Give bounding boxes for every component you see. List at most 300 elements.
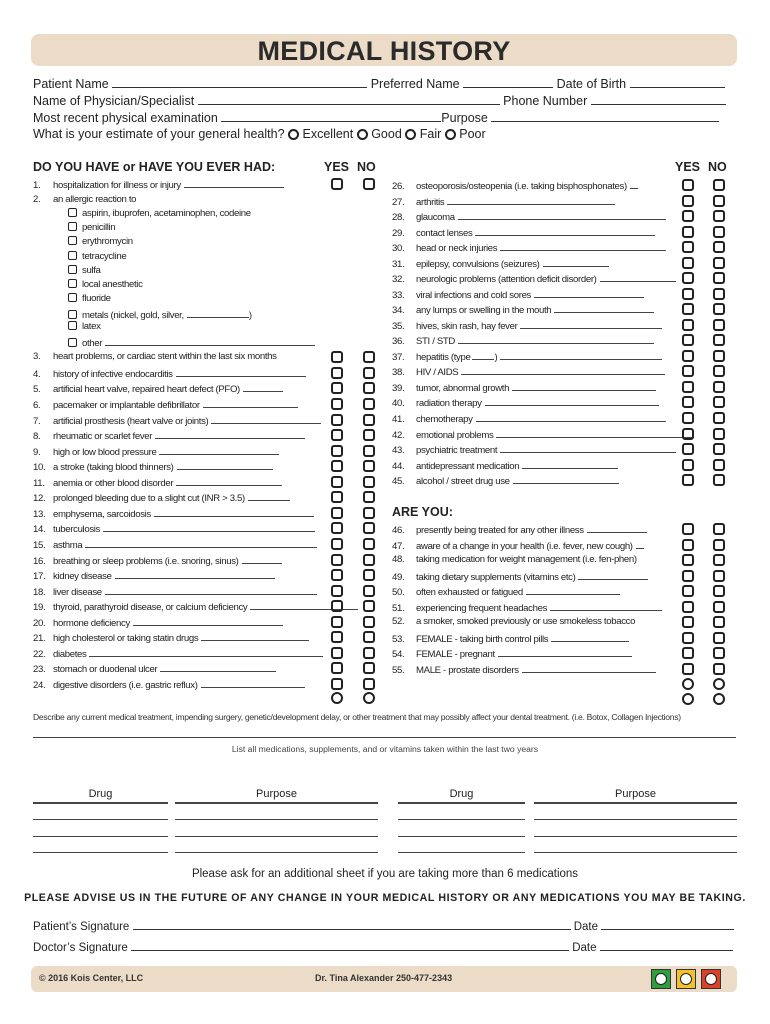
condition-label: history of infective endocarditis [53,369,173,380]
list-meds-label: List all medications, supplements, and or vitamins taken within the last two years [231,744,539,754]
no-checkbox[interactable] [363,647,375,659]
doctor-signature-field[interactable] [131,939,569,951]
condition-detail-line[interactable] [600,271,676,282]
condition-detail-line[interactable] [496,427,694,438]
no-checkbox[interactable] [713,334,725,346]
doctor-signature-row [33,939,733,954]
yes-checkbox[interactable] [331,382,343,394]
allergy-checkbox[interactable] [68,222,77,231]
no-checkbox[interactable] [363,569,375,581]
allergy-label: penicillin [82,222,116,233]
condition-row [33,366,306,380]
physician-field[interactable] [198,93,500,105]
purpose-line[interactable] [175,819,378,820]
no-checkbox[interactable] [713,523,725,535]
right-no-heading: NO [708,160,727,174]
condition-number: 4. [33,369,41,380]
are-you-label: taking medication for weight management (i.e. fen-phen) [416,554,637,565]
no-radio[interactable] [363,692,375,704]
are-you-detail-line[interactable] [551,631,629,642]
condition-detail-line[interactable] [630,178,638,189]
condition-number: 33. [392,290,405,301]
yes-checkbox[interactable] [331,507,343,519]
yes-checkbox[interactable] [331,351,343,363]
describe-line[interactable] [33,737,736,738]
condition-detail-line[interactable] [500,442,676,453]
condition-detail-line[interactable] [248,490,290,501]
are-you-detail-line[interactable] [498,646,632,657]
condition-row [33,413,321,427]
allergy-label: latex [82,321,101,332]
header-row-2 [33,93,733,108]
no-checkbox[interactable] [363,554,375,566]
yes-checkbox[interactable] [331,476,343,488]
purpose-field[interactable] [491,110,719,122]
title-bar [31,34,737,66]
condition-row [392,473,619,487]
condition-label: hepatitis (type [416,352,471,363]
are-you-label: MALE - prostate disorders [416,665,519,676]
yes-checkbox[interactable] [682,570,694,582]
yes-checkbox[interactable] [331,538,343,550]
condition-detail-line[interactable] [522,458,618,469]
no-checkbox[interactable] [713,412,725,424]
no-checkbox[interactable] [713,288,725,300]
allergy-option [68,222,115,233]
condition-number: 1. [33,180,41,191]
condition-label: stomach or duodenal ulcer [53,664,158,675]
condition-row [33,428,305,442]
metal-detail-line[interactable] [187,307,249,318]
allergy-checkbox[interactable] [68,208,77,217]
condition-row [33,506,314,520]
condition-detail-line[interactable] [500,240,666,251]
condition-label: arthritis [416,197,445,208]
condition-label: breathing or sleep problems (i.e. snoring, sinus) [53,556,239,567]
yes-radio[interactable] [682,678,694,690]
no-checkbox[interactable] [713,350,725,362]
yes-checkbox[interactable] [331,398,343,410]
condition-row [33,568,275,582]
drug-line[interactable] [398,836,525,837]
yes-checkbox[interactable] [682,179,694,191]
drug-line[interactable] [33,802,168,804]
no-checkbox[interactable] [713,226,725,238]
condition-number: 27. [392,197,405,208]
condition-row [33,677,305,691]
condition-label: radiation therapy [416,398,482,409]
condition-number: 41. [392,414,405,425]
yes-checkbox[interactable] [331,460,343,472]
drug-line[interactable] [398,852,525,853]
yes-checkbox[interactable] [682,412,694,424]
preferred-name-field[interactable] [463,76,553,88]
no-checkbox[interactable] [363,351,375,363]
are-you-label: often exhausted or fatigued [416,587,523,598]
yes-checkbox[interactable] [331,616,343,628]
are-you-detail-line[interactable] [526,584,620,595]
no-checkbox[interactable] [713,195,725,207]
no-checkbox[interactable] [713,365,725,377]
yes-checkbox[interactable] [682,195,694,207]
drug-header-left: Drug [88,788,113,800]
health-excellent-radio[interactable] [288,129,299,140]
yes-checkbox[interactable] [331,178,343,190]
no-checkbox[interactable] [363,445,375,457]
no-checkbox[interactable] [363,178,375,190]
condition-detail-line[interactable] [211,413,321,424]
are-you-detail-line[interactable] [522,662,656,673]
yes-checkbox[interactable] [331,662,343,674]
phone-label: Phone Number [503,94,588,108]
no-checkbox[interactable] [363,616,375,628]
purpose-line[interactable] [175,852,378,853]
condition-detail-line[interactable] [176,475,282,486]
phone-field[interactable] [591,93,726,105]
no-checkbox[interactable] [713,303,725,315]
yes-checkbox[interactable] [682,632,694,644]
are-you-detail-line[interactable] [636,538,644,549]
no-checkbox[interactable] [363,507,375,519]
yes-checkbox[interactable] [331,585,343,597]
condition-detail-line[interactable] [458,333,654,344]
no-checkbox[interactable] [363,678,375,690]
condition-label: anemia or other blood disorder [53,478,174,489]
condition-row [33,475,282,489]
condition-row [33,177,284,191]
patient-date-field[interactable] [601,918,734,930]
are-you-number: 47. [392,541,405,552]
yes-checkbox[interactable] [682,257,694,269]
condition-row [33,444,279,458]
purpose-line[interactable] [534,852,737,853]
no-checkbox[interactable] [713,241,725,253]
no-checkbox[interactable] [363,414,375,426]
condition-number: 39. [392,383,405,394]
drug-line[interactable] [398,802,525,804]
allergy-checkbox[interactable] [68,236,77,245]
condition-label: hormone deficiency [53,618,130,629]
condition-detail-line[interactable] [475,225,655,236]
patient-date-label: Date [573,921,599,933]
yes-checkbox[interactable] [682,647,694,659]
no-checkbox[interactable] [713,663,725,675]
condition-label: diabetes [53,649,87,660]
condition-detail-line[interactable] [103,521,315,532]
condition-detail-line[interactable] [461,364,665,375]
allergy-checkbox[interactable] [68,293,77,302]
allergy-option [68,307,252,321]
condition-row [392,209,666,223]
exam-label: Most recent physical examination [33,111,218,125]
no-checkbox[interactable] [363,367,375,379]
no-checkbox[interactable] [713,539,725,551]
no-checkbox[interactable] [713,257,725,269]
yes-checkbox[interactable] [682,616,694,628]
dob-field[interactable] [630,76,725,88]
hepatitis-type-line[interactable] [472,349,494,360]
yes-checkbox[interactable] [331,647,343,659]
purpose-line[interactable] [534,836,737,837]
health-fair-radio[interactable] [405,129,416,140]
condition-detail-line[interactable] [476,411,666,422]
yes-checkbox[interactable] [331,554,343,566]
drug-line[interactable] [33,819,168,820]
copyright: © 2016 Kois Center, LLC [39,973,144,983]
yes-checkbox[interactable] [331,522,343,534]
no-checkbox[interactable] [713,616,725,628]
allergy-option [68,251,126,262]
yes-checkbox[interactable] [331,631,343,643]
yes-checkbox[interactable] [682,663,694,675]
condition-number: 3. [33,351,41,362]
are-you-row [392,522,647,536]
no-checkbox[interactable] [363,429,375,441]
condition-detail-line[interactable] [115,568,275,579]
condition-detail-line[interactable] [177,459,273,470]
no-checkbox[interactable] [713,179,725,191]
are-you-detail-line[interactable] [578,569,648,580]
purpose-line[interactable] [534,802,737,804]
yes-checkbox[interactable] [682,539,694,551]
condition-label: viral infections and cold sores [416,290,531,301]
yes-checkbox[interactable] [682,443,694,455]
condition-row [392,458,618,472]
yes-checkbox[interactable] [682,474,694,486]
yes-checkbox[interactable] [331,445,343,457]
condition-detail-line[interactable] [500,349,662,360]
condition-detail-line[interactable] [513,473,619,484]
condition-detail-line[interactable] [160,661,276,672]
allergy-checkbox[interactable] [68,321,77,330]
yes-checkbox[interactable] [331,367,343,379]
condition-detail-line[interactable] [543,256,609,267]
yes-checkbox[interactable] [331,429,343,441]
condition-detail-line[interactable] [155,428,305,439]
condition-number: 19. [33,602,46,613]
no-radio[interactable] [713,678,725,690]
condition-label: psychiatric treatment [416,445,498,456]
no-checkbox[interactable] [713,381,725,393]
no-checkbox[interactable] [713,272,725,284]
purpose-line[interactable] [534,819,737,820]
are-you-detail-line[interactable] [550,600,662,611]
allergy-checkbox[interactable] [68,310,77,319]
condition-number: 13. [33,509,46,520]
condition-detail-line[interactable] [534,287,644,298]
purpose-line[interactable] [175,836,378,837]
yes-checkbox[interactable] [682,272,694,284]
yes-checkbox[interactable] [682,210,694,222]
patient-name-label: Patient Name [33,77,109,91]
yes-checkbox[interactable] [331,678,343,690]
yes-checkbox[interactable] [331,414,343,426]
condition-detail-line[interactable] [512,380,656,391]
yes-checkbox[interactable] [682,226,694,238]
condition-row [392,194,615,208]
yes-checkbox[interactable] [331,569,343,581]
no-checkbox[interactable] [713,554,725,566]
page-title: MEDICAL HISTORY [257,36,511,66]
are-you-detail-line[interactable] [587,522,647,533]
exam-field[interactable] [221,110,441,122]
no-radio[interactable] [713,693,725,705]
yes-checkbox[interactable] [682,288,694,300]
yes-checkbox[interactable] [682,554,694,566]
yes-checkbox[interactable] [682,523,694,535]
are-you-number: 51. [392,603,405,614]
purpose-line[interactable] [175,802,378,804]
physician-label: Name of Physician/Specialist [33,94,195,108]
red-light-icon [701,969,721,989]
condition-detail-line[interactable] [447,194,615,205]
yes-checkbox[interactable] [682,241,694,253]
condition-number: 6. [33,400,41,411]
allergy-option [68,279,143,290]
condition-number: 34. [392,305,405,316]
condition-number: 20. [33,618,46,629]
no-checkbox[interactable] [363,662,375,674]
drug-line[interactable] [33,852,168,853]
no-checkbox[interactable] [363,538,375,550]
no-checkbox[interactable] [713,428,725,440]
no-checkbox[interactable] [363,398,375,410]
no-checkbox[interactable] [713,570,725,582]
condition-detail-line[interactable] [485,395,659,406]
allergy-option [68,208,251,219]
condition-detail-line[interactable] [201,630,309,641]
yes-checkbox[interactable] [682,601,694,613]
condition-detail-line[interactable] [105,584,317,595]
yes-radio[interactable] [331,692,343,704]
condition-row [392,178,638,192]
allergy-checkbox[interactable] [68,279,77,288]
condition-detail-line[interactable] [159,444,279,455]
other-allergy-line[interactable] [105,335,315,346]
are-you-row [392,631,629,645]
patient-signature-field[interactable] [133,918,571,930]
condition-label: epilepsy, convulsions (seizures) [416,259,540,270]
no-checkbox[interactable] [363,631,375,643]
drug-header-right: Drug [449,788,474,800]
allergy-checkbox[interactable] [68,338,77,347]
condition-label: kidney disease [53,571,112,582]
condition-number: 15. [33,540,46,551]
no-checkbox[interactable] [713,396,725,408]
yes-checkbox[interactable] [682,334,694,346]
doctor-date-field[interactable] [600,939,733,951]
allergy-label: local anesthetic [82,279,143,290]
allergy-label: other [82,338,103,349]
yes-checkbox[interactable] [331,600,343,612]
condition-number: 31. [392,259,405,270]
are-you-row [392,538,644,552]
no-checkbox[interactable] [713,443,725,455]
condition-label: neurologic problems (attention deficit disorder) [416,274,597,285]
condition-detail-line[interactable] [176,366,306,377]
condition-label: tuberculosis [53,524,100,535]
yes-checkbox[interactable] [682,319,694,331]
preferred-name-label: Preferred Name [370,77,460,91]
yes-checkbox[interactable] [682,428,694,440]
no-checkbox[interactable] [713,601,725,613]
condition-detail-line[interactable] [85,537,317,548]
drug-line[interactable] [398,819,525,820]
yes-checkbox[interactable] [682,585,694,597]
doctor-date-label: Date [572,942,597,954]
condition-detail-line[interactable] [89,646,323,657]
condition-detail-line[interactable] [554,302,654,313]
yes-checkbox[interactable] [331,491,343,503]
drug-line[interactable] [33,836,168,837]
yes-radio[interactable] [682,693,694,705]
condition-detail-line[interactable] [520,318,662,329]
are-you-number: 46. [392,525,405,536]
no-checkbox[interactable] [713,585,725,597]
no-checkbox[interactable] [363,476,375,488]
condition-detail-line[interactable] [242,553,282,564]
no-checkbox[interactable] [713,319,725,331]
no-checkbox[interactable] [713,647,725,659]
yes-checkbox[interactable] [682,396,694,408]
yes-checkbox[interactable] [682,459,694,471]
condition-detail-line[interactable] [203,397,298,408]
condition-detail-line[interactable] [243,381,283,392]
allergy-checkbox[interactable] [68,251,77,260]
no-checkbox[interactable] [363,600,375,612]
condition-label: pacemaker or implantable defibrillator [53,400,200,411]
no-checkbox[interactable] [363,382,375,394]
yes-checkbox[interactable] [682,381,694,393]
condition-detail-line[interactable] [458,209,666,220]
no-checkbox[interactable] [363,491,375,503]
no-checkbox[interactable] [363,585,375,597]
are-you-number: 55. [392,665,405,676]
condition-label: head or neck injuries [416,243,498,254]
are-you-number: 48. [392,554,405,565]
condition-detail-line[interactable] [184,177,284,188]
patient-name-field[interactable] [112,76,367,88]
condition-row [392,380,656,394]
are-you-row [392,553,637,567]
no-checkbox[interactable] [713,632,725,644]
condition-detail-line[interactable] [133,615,283,626]
yes-checkbox[interactable] [682,350,694,362]
condition-detail-line[interactable] [201,677,305,688]
doctor-contact: Dr. Tina Alexander 250-477-2343 [315,973,453,983]
no-checkbox[interactable] [713,459,725,471]
extra-sheet-note: Please ask for an additional sheet if you are taking more than 6 medications [191,868,579,880]
condition-number: 16. [33,556,46,567]
health-poor-radio[interactable] [445,129,456,140]
health-good-radio[interactable] [357,129,368,140]
condition-row [33,459,273,473]
condition-detail-line[interactable] [154,506,314,517]
yes-checkbox[interactable] [682,303,694,315]
allergy-checkbox[interactable] [68,265,77,274]
no-checkbox[interactable] [363,522,375,534]
no-checkbox[interactable] [713,210,725,222]
yes-checkbox[interactable] [682,365,694,377]
condition-number: 2. [33,194,41,205]
no-checkbox[interactable] [363,460,375,472]
no-checkbox[interactable] [713,474,725,486]
are-you-label: aware of a change in your health (i.e. fever, new cough) [416,541,633,552]
are-you-row [392,662,656,676]
are-you-label: taking dietary supplements (vitamins etc) [416,572,576,583]
condition-number: 30. [392,243,405,254]
are-you-row [392,615,635,629]
